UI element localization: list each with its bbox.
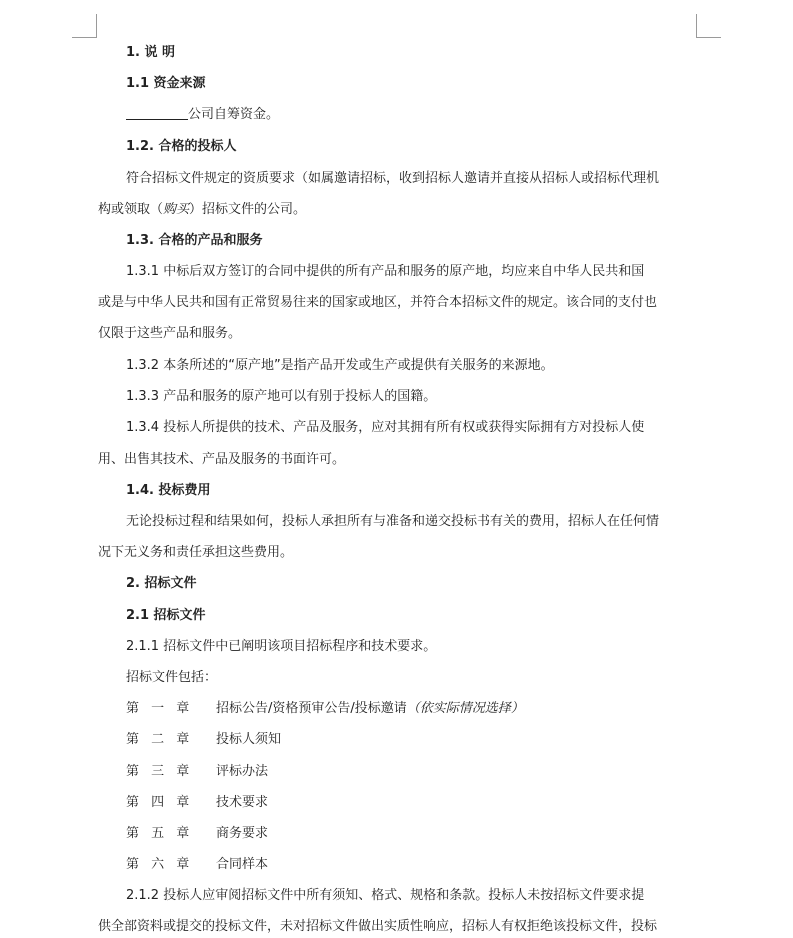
paragraph-1-1-text: 公司自筹资金。 (188, 107, 280, 122)
paragraph-1-1 (126, 105, 695, 125)
chapter-title: 合同样本 (216, 857, 269, 872)
crop-mark-left-v (96, 14, 97, 38)
paragraph-1-3-1-b: 或是与中华人民共和国有正常贸易往来的国家或地区，并符合本招标文件的规定。该合同的支付也 (98, 295, 658, 310)
paragraph-2-1-1: 2.1.1 招标文件中已阐明该项目招标程序和技术要求。 (126, 639, 437, 654)
chapter-number: 第 四 章 (126, 795, 194, 810)
blank-underline (126, 106, 188, 120)
paragraph-1-3-3: 1.3.3 产品和服务的原产地可以有别于投标人的国籍。 (126, 389, 437, 404)
paragraph-1-3-4-b: 用、出售其技术、产品及服务的书面许可。 (98, 452, 346, 467)
chapter-title: 技术要求 (216, 795, 269, 810)
paragraph-includes: 招标文件包括： (126, 670, 218, 685)
chapter-number: 第 三 章 (126, 764, 194, 779)
heading-1-2: 1.2. 合格的投标人 (126, 139, 237, 154)
chapter-number: 第 二 章 (126, 732, 194, 747)
chapter-title: 投标人须知 (216, 732, 282, 747)
paragraph-2-1-2-a: 2.1.2 投标人应审阅招标文件中所有须知、格式、规格和条款。投标人未按招标文件要求提 (126, 888, 645, 903)
paragraph-2-1-2-b: 供全部资料或提交的投标文件，未对招标文件做出实质性响应，招标人有权拒绝该投标文件，投标 (98, 919, 658, 934)
paragraph-1-4-b: 况下无义务和责任承担这些费用。 (98, 545, 294, 560)
heading-1-1: 1.1 资金来源 (126, 76, 206, 91)
chapter-number: 第 一 章 (126, 701, 194, 716)
heading-1: 1. 说 明 (126, 45, 176, 60)
chapter-item-3 (126, 762, 268, 782)
chapter-title: 评标办法 (216, 764, 269, 779)
heading-1-4: 1.4. 投标费用 (126, 483, 211, 498)
chapter-title: 商务要求 (216, 826, 269, 841)
paragraph-1-2-a: 符合招标文件规定的资质要求（如属邀请招标，收到招标人邀请并直接从招标人或招标代理机 (126, 171, 660, 186)
paragraph-1-3-4-a: 1.3.4 投标人所提供的技术、产品及服务，应对其拥有所有权或获得实际拥有方对投标人使 (126, 420, 645, 435)
heading-2: 2. 招标文件 (126, 576, 197, 591)
heading-1-3: 1.3. 合格的产品和服务 (126, 233, 263, 248)
paragraph-1-3-2: 1.3.2 本条所述的“原产地”是指产品开发或生产或提供有关服务的来源地。 (126, 358, 554, 373)
chapter-title: 招标公告/资格预审公告/投标邀请 (216, 701, 407, 716)
chapter-item-2 (126, 730, 281, 750)
paragraph-1-3-1-a: 1.3.1 中标后双方签订的合同中提供的所有产品和服务的原产地，均应来自中华人民共和国 (126, 264, 645, 279)
text-segment: 构或领取（ (98, 202, 164, 217)
crop-mark-right-v (696, 14, 697, 38)
italic-text: 购买 (163, 202, 190, 217)
chapter-item-1 (126, 699, 524, 719)
crop-mark-left-h (72, 37, 97, 38)
heading-2-1: 2.1 招标文件 (126, 608, 206, 623)
chapter-item-6 (126, 855, 268, 875)
paragraph-1-4-a: 无论投标过程和结果如何，投标人承担所有与准备和递交投标书有关的费用，招标人在任何情 (126, 514, 660, 529)
chapter-number: 第 六 章 (126, 857, 194, 872)
text-segment: ）招标文件的公司。 (189, 202, 307, 217)
chapter-item-4 (126, 793, 268, 813)
chapter-note: （依实际情况选择） (406, 701, 524, 716)
chapter-item-5 (126, 824, 268, 844)
crop-mark-right-h (696, 37, 721, 38)
paragraph-1-3-1-c: 仅限于这些产品和服务。 (98, 326, 242, 341)
paragraph-1-2-b (98, 200, 695, 220)
chapter-number: 第 五 章 (126, 826, 194, 841)
